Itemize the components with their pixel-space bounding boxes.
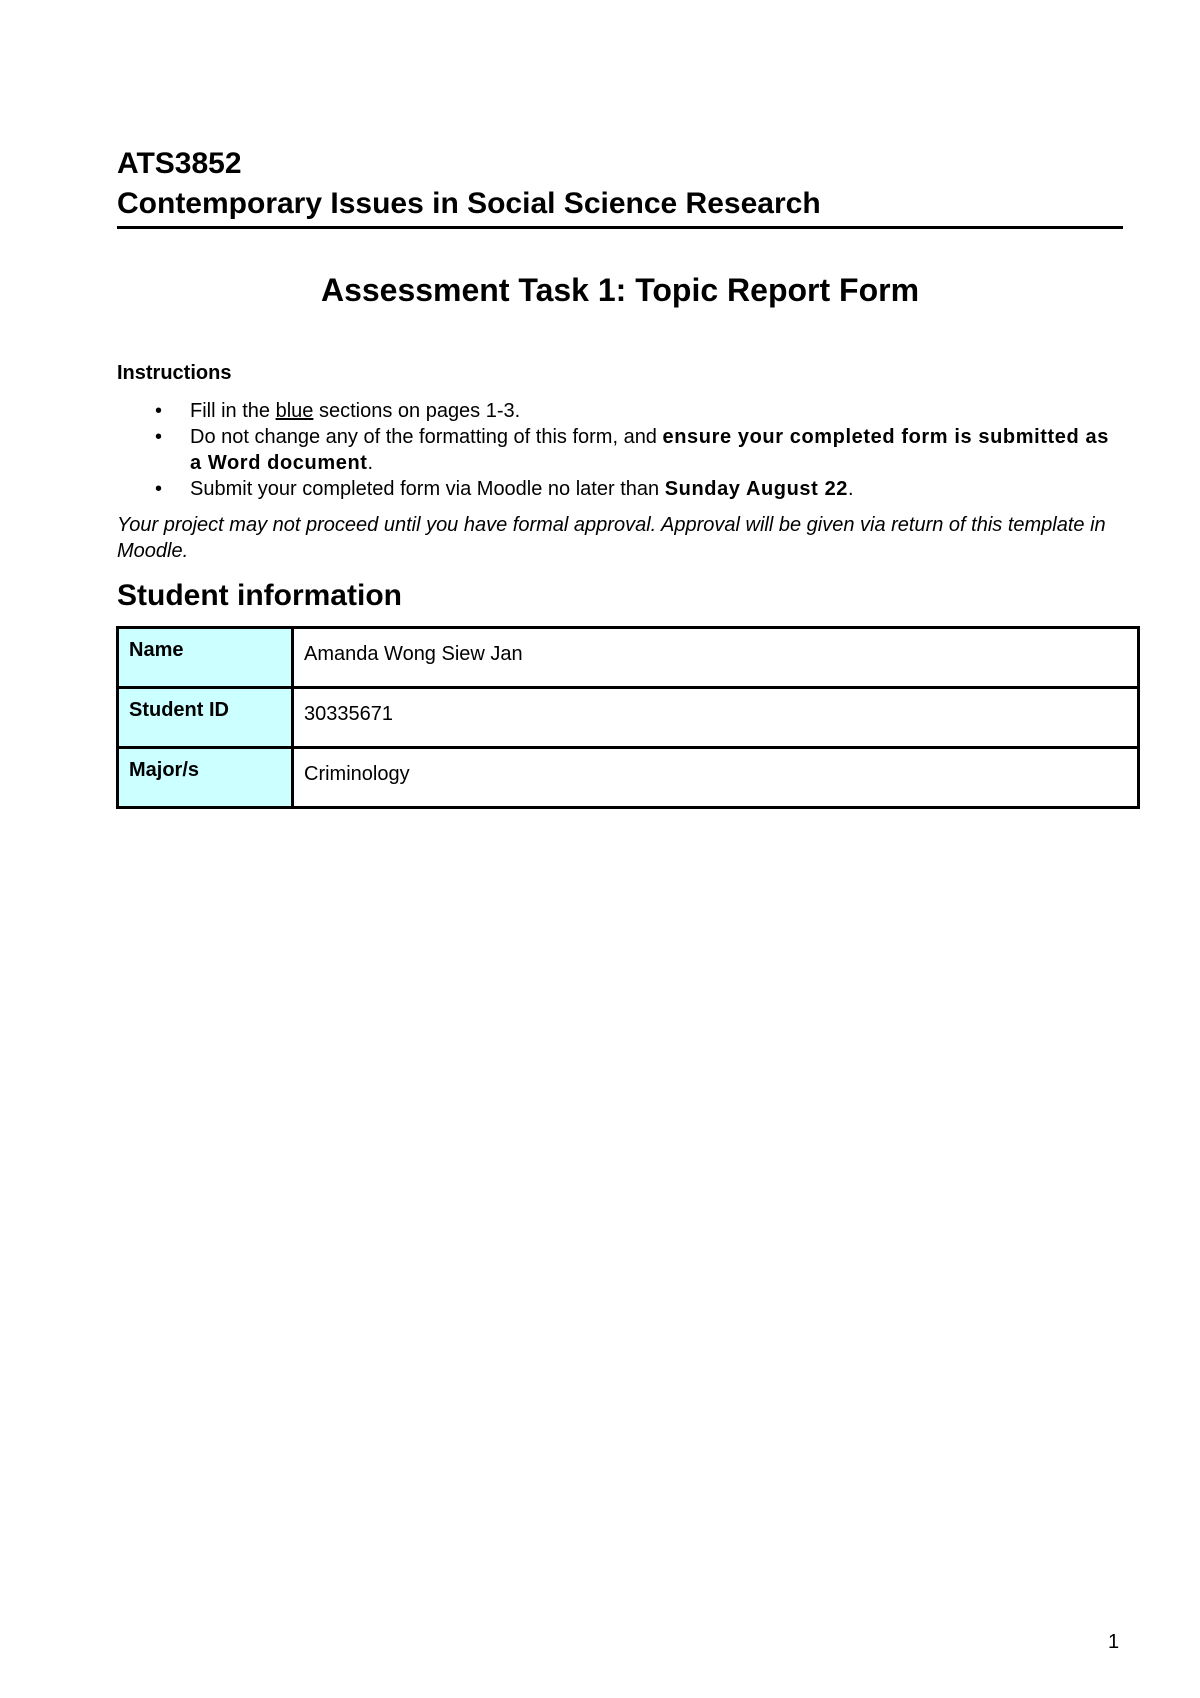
student-info-table [116,626,1140,809]
instruction-text: Submit your completed form via Moodle no later than [190,478,665,500]
name-value[interactable]: Amanda Wong Siew Jan [293,628,1139,688]
instruction-text: Fill in the [190,400,276,422]
instructions-heading: Instructions [117,362,232,384]
instruction-item-fill-blue [117,398,1123,424]
instruction-bold-text: Sunday August 22 [664,478,849,500]
instruction-text: . [367,452,374,474]
course-code: ATS3852 [117,147,242,180]
student-info-heading: Student information [117,579,402,612]
student-id-label: Student ID [118,688,293,748]
table-row [118,748,1139,808]
page-number: 1 [1108,1631,1120,1653]
bullet-icon: • [155,400,163,422]
instruction-text: sections on pages 1-3. [313,400,521,422]
major-label: Major/s [118,748,293,808]
major-value[interactable]: Criminology [293,748,1139,808]
bullet-icon: • [155,426,163,448]
course-title: Contemporary Issues in Social Science Research [117,187,821,220]
name-label: Name [118,628,293,688]
bullet-icon: • [155,478,163,500]
instruction-underlined-text: blue [275,400,314,422]
document-header [117,144,1123,229]
table-row [118,628,1139,688]
approval-note: Your project may not proceed until you have formal approval. Approval will be given via return of this template in Moodle. [117,514,1106,562]
student-id-value[interactable]: 30335671 [293,688,1139,748]
table-row [118,688,1139,748]
instruction-item-submit [117,476,1123,502]
instruction-text: . [848,478,854,500]
instruction-item-formatting [117,424,1123,476]
instruction-bold-text: ensure your completed form is submitted as a Word document [190,426,1109,474]
form-title: Assessment Task 1: Topic Report Form [320,272,920,308]
instruction-text: Do not change any of the formatting of this form, and [190,426,663,448]
instructions-list [117,398,1123,502]
